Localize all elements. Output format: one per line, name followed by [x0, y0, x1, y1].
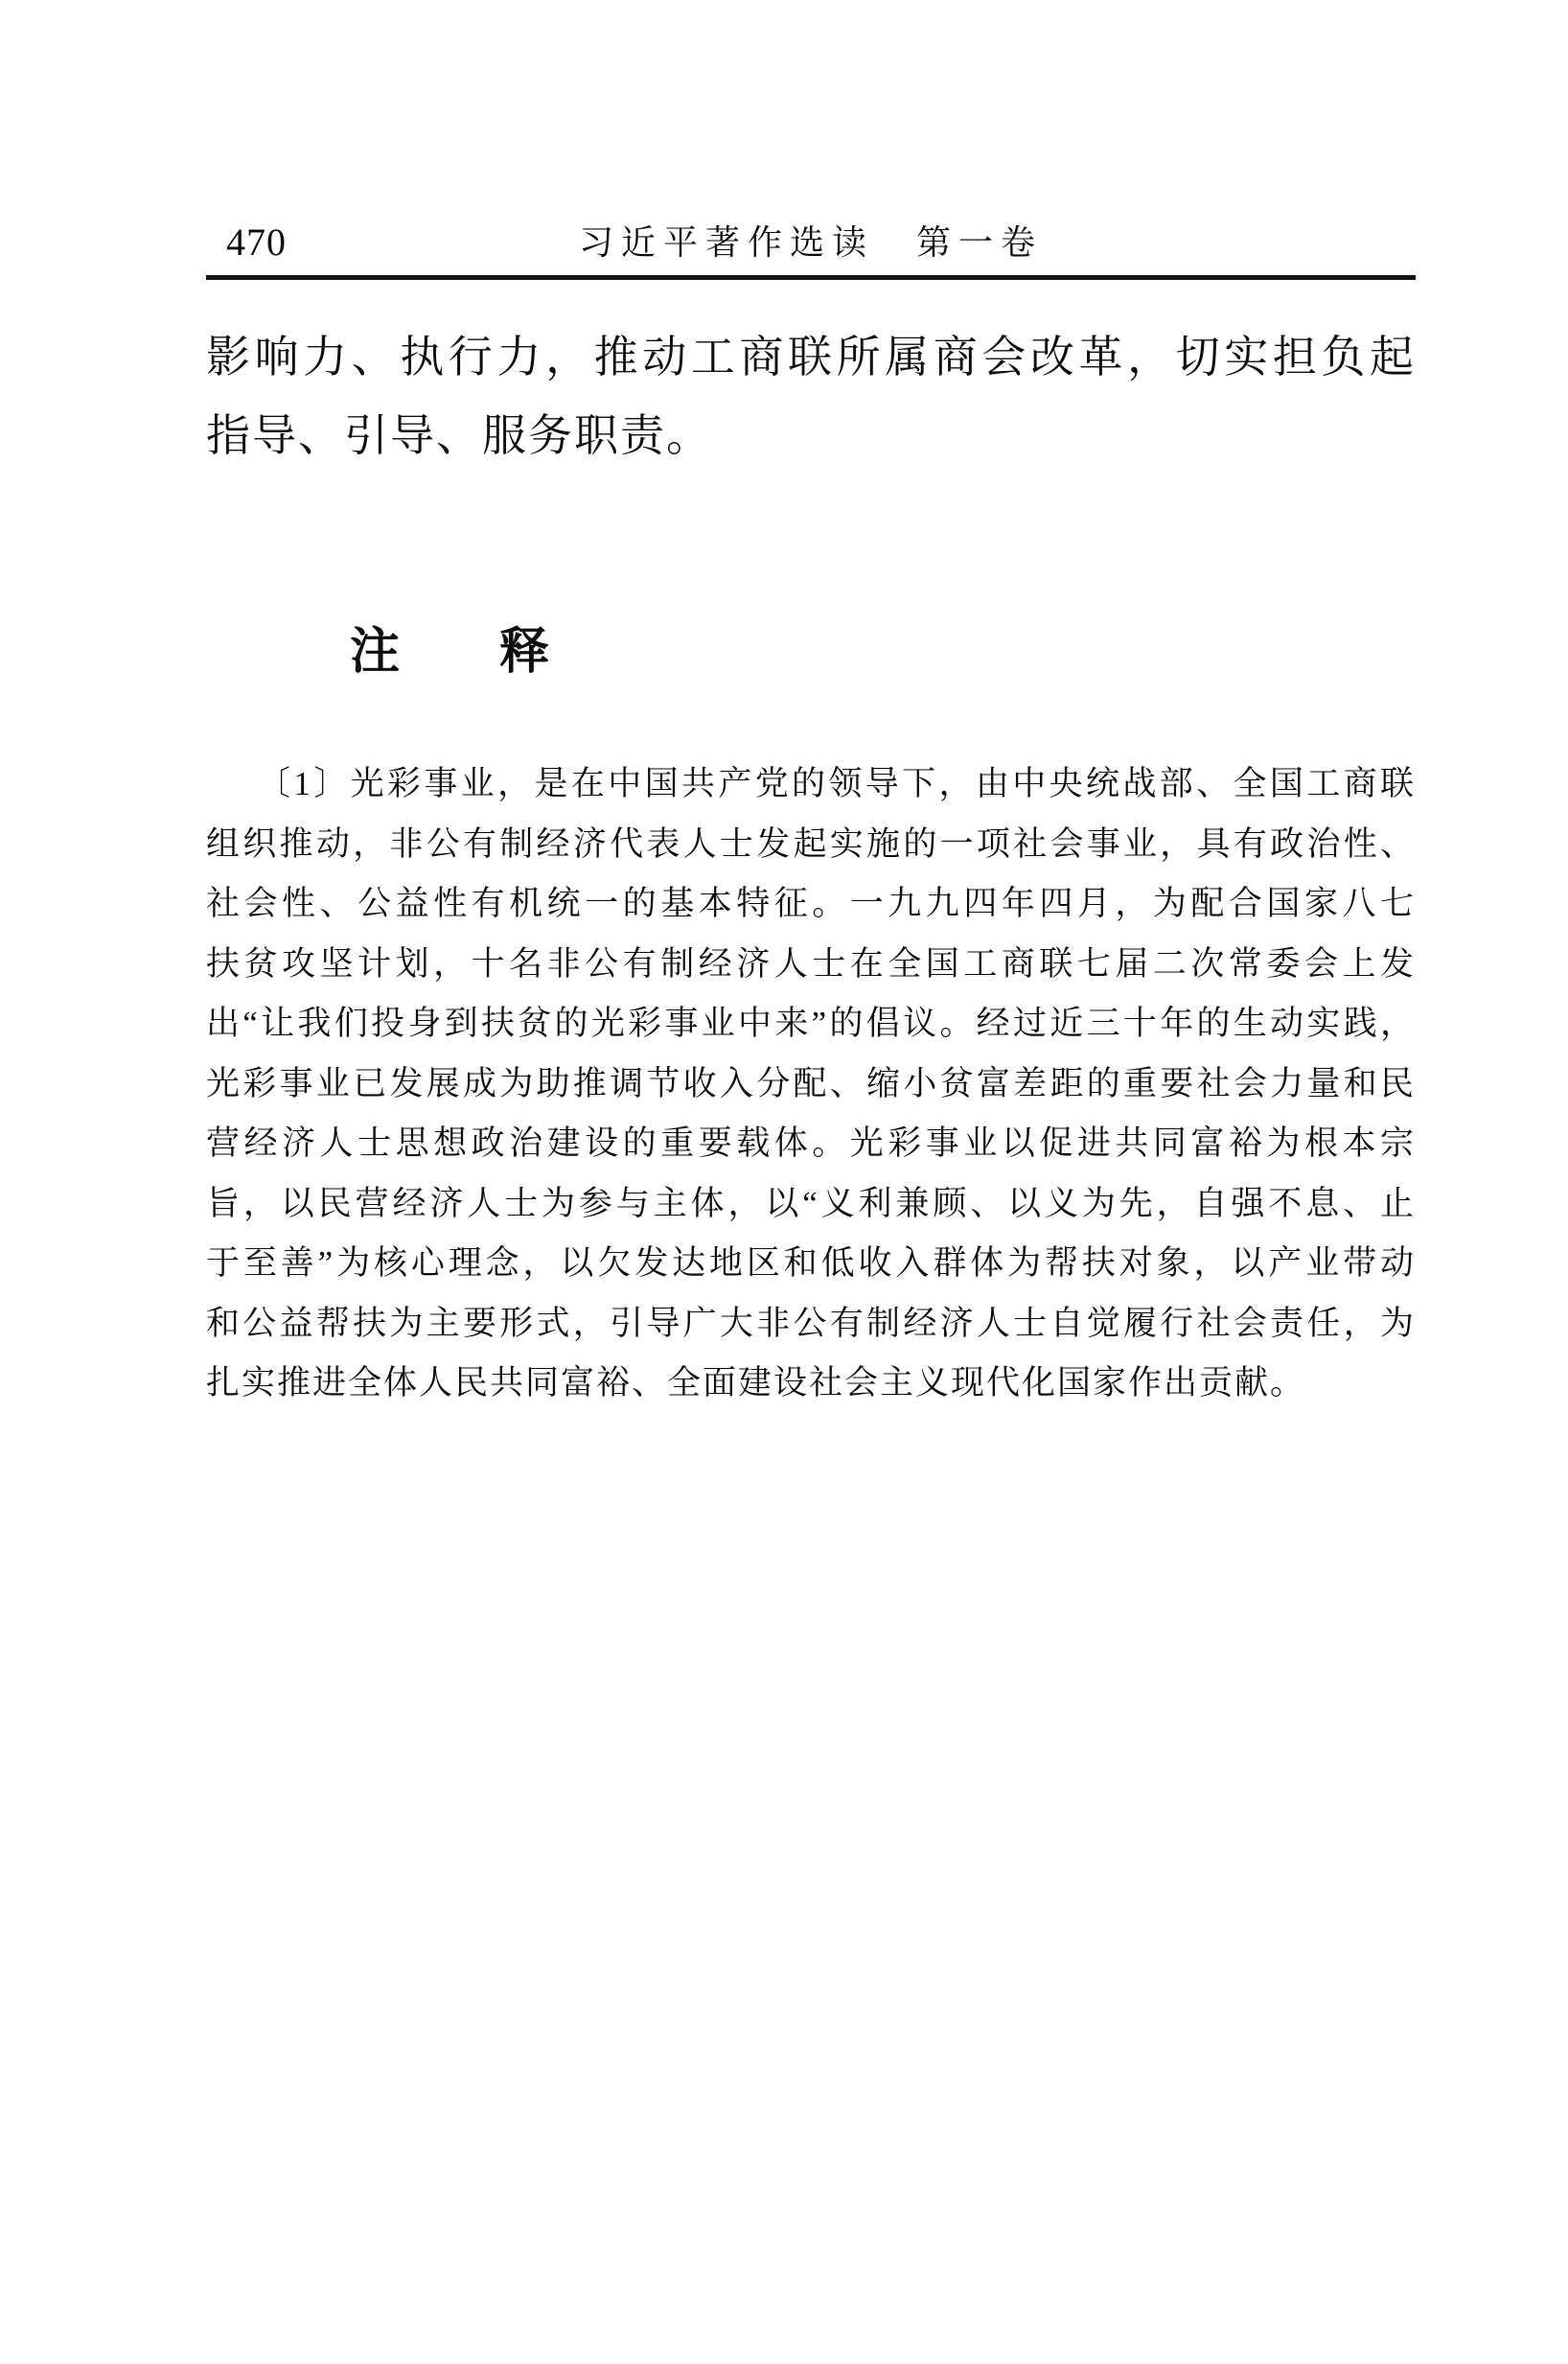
body-paragraph [206, 318, 1416, 475]
body-paragraph-line: 指导、引导、服务职责。 [206, 411, 712, 460]
note-line: 社会性、公益性有机统一的基本特征。一九九四年四月，为配合国家八七 [206, 885, 1416, 922]
note-line: 扶贫攻坚计划，十名非公有制经济人士在全国工商联七届二次常委会上发 [206, 944, 1416, 983]
note-line: 营经济人士思想政治建设的重要载体。光彩事业以促进共同富裕为根本宗 [206, 1124, 1416, 1162]
header-rule [206, 275, 1416, 280]
note-line: 〔1〕光彩事业，是在中国共产党的领导下，由中央统战部、全国工商联 [257, 765, 1416, 802]
note-line: 于至善”为核心理念，以欠发达地区和低收入群体为帮扶对象，以产业带动 [206, 1244, 1416, 1282]
note-line: 出“让我们投身到扶贫的光彩事业中来”的倡议。经过近三十年的生动实践， [206, 1005, 1416, 1042]
note-line: 光彩事业已发展成为助推调节收入分配、缩小贫富差距的重要社会力量和民 [206, 1064, 1416, 1102]
note-line: 旨，以民营经济人士为参与主体，以“义利兼顾、以义为先，自强不息、止 [206, 1184, 1416, 1222]
body-paragraph-line: 影响力、执行力，推动工商联所属商会改革，切实担负起 [206, 333, 1416, 382]
note-line: 扎实推进全体人民共同富裕、全面建设社会主义现代化国家作出贡献。 [206, 1364, 1306, 1402]
running-header [206, 220, 1416, 265]
note-line: 和公益帮扶为主要形式，引导广大非公有制经济人士自觉履行社会责任，为 [206, 1304, 1416, 1342]
notes-block [206, 754, 1416, 1414]
note-line: 组织推动，非公有制经济代表人士发起实施的一项社会事业，具有政治性、 [206, 824, 1416, 863]
running-title: 习近平著作选读 第一卷 [578, 223, 1043, 262]
page-number: 470 [226, 220, 287, 264]
notes-heading: 注 释 [350, 625, 550, 680]
